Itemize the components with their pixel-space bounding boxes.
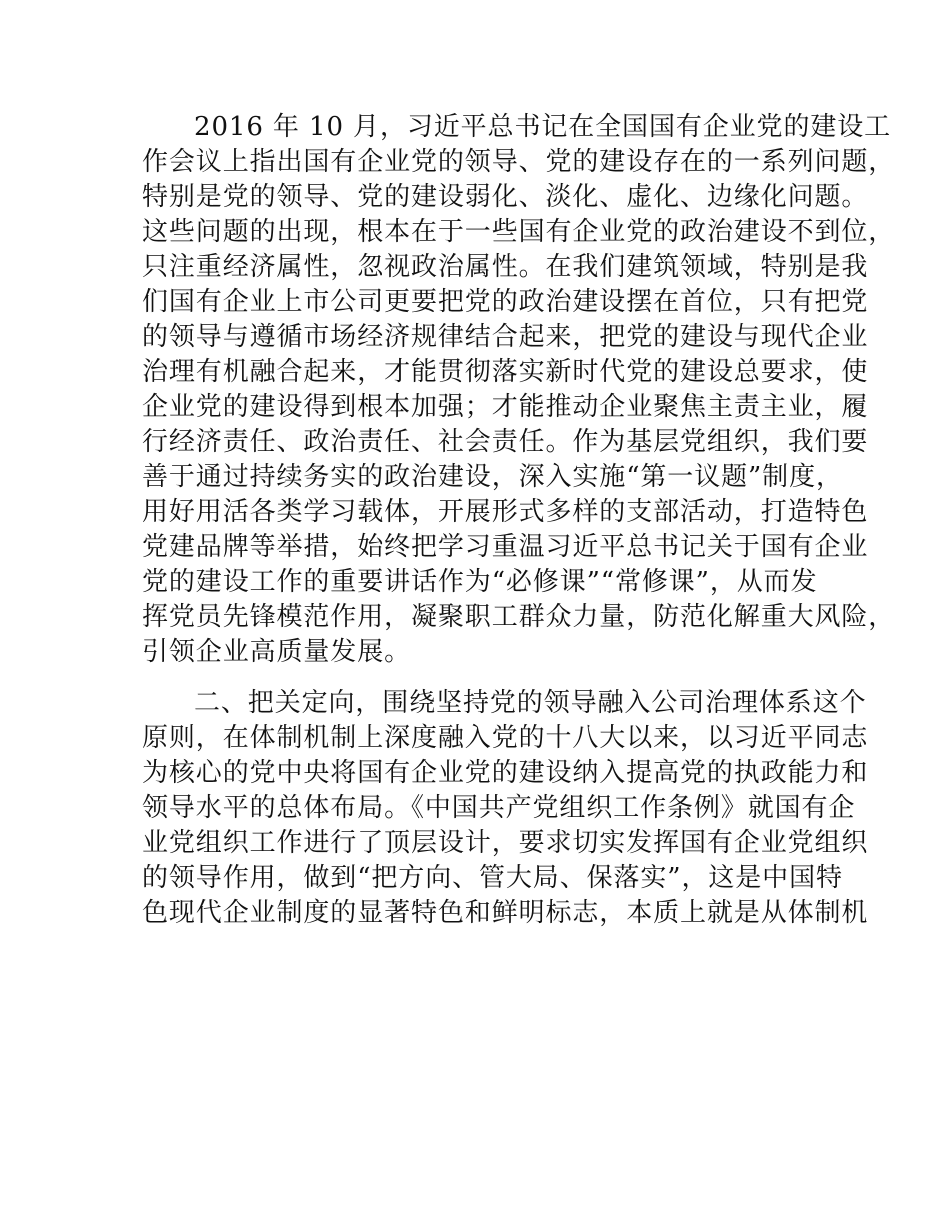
paragraph-line: 党建品牌等举措，始终把学习重温习近平总书记关于国有企业 bbox=[142, 532, 869, 562]
paragraph-line: 作会议上指出国有企业党的领导、党的建设存在的一系列问题， bbox=[142, 147, 896, 177]
paragraph-line: 的领导作用，做到“把方向、管大局、保落实”，这是中国特 bbox=[142, 863, 843, 893]
paragraph-line: 企业党的建设得到根本加强；才能推动企业聚焦主责主业，履 bbox=[142, 392, 869, 422]
paragraph-spacer bbox=[142, 670, 832, 686]
paragraph-line: 党的建设工作的重要讲话作为“必修课”“常修课”，从而发 bbox=[142, 567, 818, 597]
paragraph-line: 治理有机融合起来，才能贯彻落实新时代党的建设总要求，使 bbox=[142, 357, 869, 387]
paragraph-line: 二、把关定向，围绕坚持党的领导融入公司治理体系这个 bbox=[194, 688, 867, 718]
paragraph-line: 业党组织工作进行了顶层设计，要求切实发挥国有企业党组织 bbox=[142, 828, 869, 858]
paragraph-line: 用好用活各类学习载体，开展形式多样的支部活动，打造特色 bbox=[142, 497, 869, 527]
paragraph-line: 原则，在体制机制上深度融入党的十八大以来，以习近平同志 bbox=[142, 723, 869, 753]
paragraph-line: 的领导与遵循市场经济规律结合起来，把党的建设与现代企业 bbox=[142, 322, 869, 352]
paragraph-2 bbox=[142, 686, 869, 931]
paragraph-line: 们国有企业上市公司更要把党的政治建设摆在首位，只有把党 bbox=[142, 287, 869, 317]
paragraph-line: 色现代企业制度的显著特色和鲜明标志，本质上就是从体制机 bbox=[142, 898, 869, 928]
paragraph-line: 2016 年 10 月，习近平总书记在全国国有企业党的建设工 bbox=[194, 112, 892, 142]
paragraph-line: 善于通过持续务实的政治建设，深入实施“第一议题”制度， bbox=[142, 462, 843, 492]
paragraph-line: 挥党员先锋模范作用，凝聚职工群众力量，防范化解重大风险， bbox=[142, 602, 896, 632]
paragraph-line: 特别是党的领导、党的建设弱化、淡化、虚化、边缘化问题。 bbox=[142, 182, 869, 212]
paragraph-line: 行经济责任、政治责任、社会责任。作为基层党组织，我们要 bbox=[142, 427, 869, 457]
paragraph-line: 只注重经济属性，忽视政治属性。在我们建筑领域，特别是我 bbox=[142, 252, 869, 282]
paragraph-line: 这些问题的出现，根本在于一些国有企业党的政治建设不到位， bbox=[142, 217, 896, 247]
paragraph-line: 领导水平的总体布局。《中国共产党组织工作条例》就国有企 bbox=[142, 793, 856, 823]
paragraph-line: 为核心的党中央将国有企业党的建设纳入提高党的执政能力和 bbox=[142, 758, 869, 788]
paragraph-line: 引领企业高质量发展。 bbox=[142, 637, 412, 667]
document-body bbox=[142, 110, 896, 931]
paragraph-1 bbox=[142, 110, 896, 670]
